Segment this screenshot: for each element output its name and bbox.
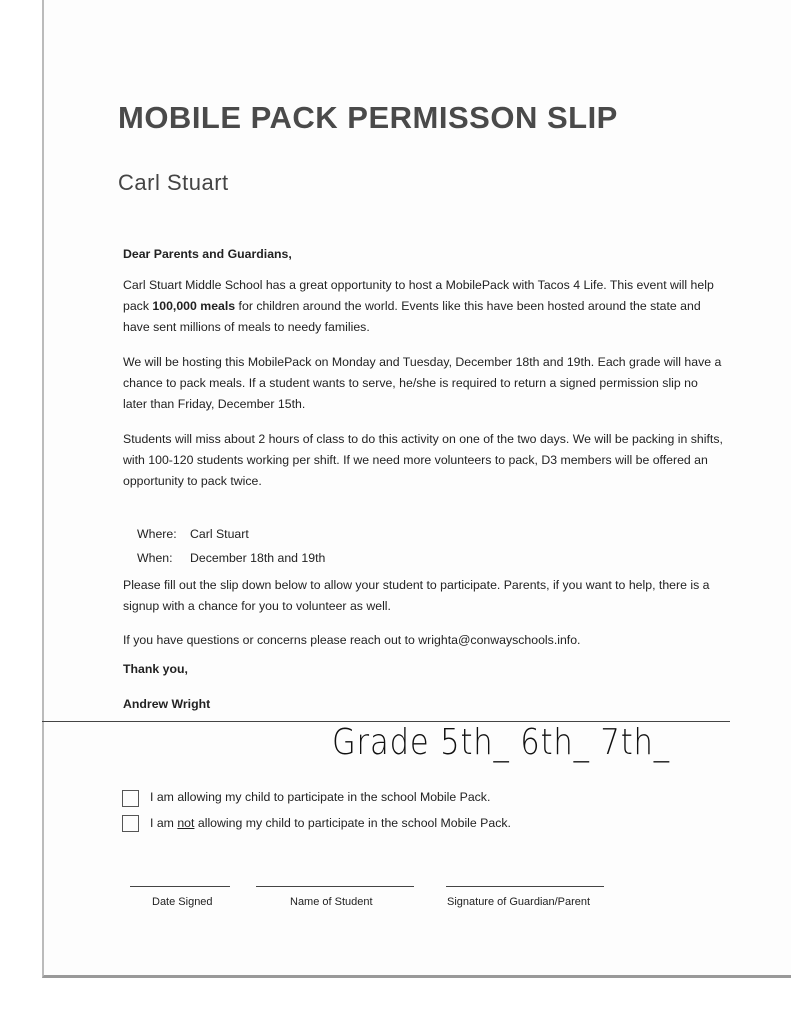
date-signed-line[interactable] [130, 886, 230, 887]
greeting: Dear Parents and Guardians, [123, 247, 292, 261]
text: I am [150, 816, 178, 830]
student-name-label: Name of Student [290, 896, 373, 908]
text: allowing my child to participate in the school Mobile Pack. [194, 816, 511, 830]
guardian-signature-label: Signature of Guardian/Parent [447, 896, 591, 908]
paragraph-contact: If you have questions or concerns please reach out to wrighta@conwayschools.info. [123, 633, 581, 647]
not-emphasis: not [177, 816, 195, 830]
guardian-signature-line[interactable] [446, 886, 604, 887]
when-label: When: [137, 551, 173, 565]
meals-count: 100,000 meals [152, 299, 236, 313]
text: for children around the world. Events like this have been hosted around the state and have sent millions of meals to needy families. [123, 299, 701, 334]
paragraph-dates: We will be hosting this MobilePack on Monday and Tuesday, December 18th and 19th. Each grade will have a chance to pack meals. If a student wants to serve, he/she is required to return a signed permission slip no later than Friday, December 15th. [123, 355, 722, 411]
sender-name: Andrew Wright [123, 697, 211, 711]
handwritten-grade-note: Grade 5th_ 6th_ 7th_ [332, 722, 670, 763]
where-label: Where: [137, 527, 177, 541]
school-name: Carl Stuart [118, 170, 229, 195]
where-value: Carl Stuart [190, 527, 249, 541]
paragraph-intro [123, 275, 723, 338]
not-allow-label [150, 816, 511, 830]
paragraph-shifts: Students will miss about 2 hours of class to do this activity on one of the two days. We will be packing in shifts, with 100-120 students working per shift. If we need more volunteers to pack, D3 members will be offered an opportunity to pack twice. [123, 432, 723, 488]
allow-checkbox[interactable] [122, 790, 139, 807]
when-value: December 18th and 19th [190, 551, 326, 565]
paragraph-instructions: Please fill out the slip down below to allow your student to participate. Parents, if you want to help, there is a signup with a chance for you to volunteer as well. [123, 578, 710, 613]
allow-label: I am allowing my child to participate in the school Mobile Pack. [150, 790, 491, 804]
date-signed-label: Date Signed [152, 896, 213, 908]
closing: Thank you, [123, 662, 188, 676]
document-title: MOBILE PACK PERMISSON SLIP [118, 100, 618, 135]
not-allow-checkbox[interactable] [122, 815, 139, 832]
text: Carl Stuart Middle School has a great opportunity to host a MobilePack with Tacos 4 Life. This event will help pack [123, 278, 714, 313]
student-name-line[interactable] [256, 886, 414, 887]
